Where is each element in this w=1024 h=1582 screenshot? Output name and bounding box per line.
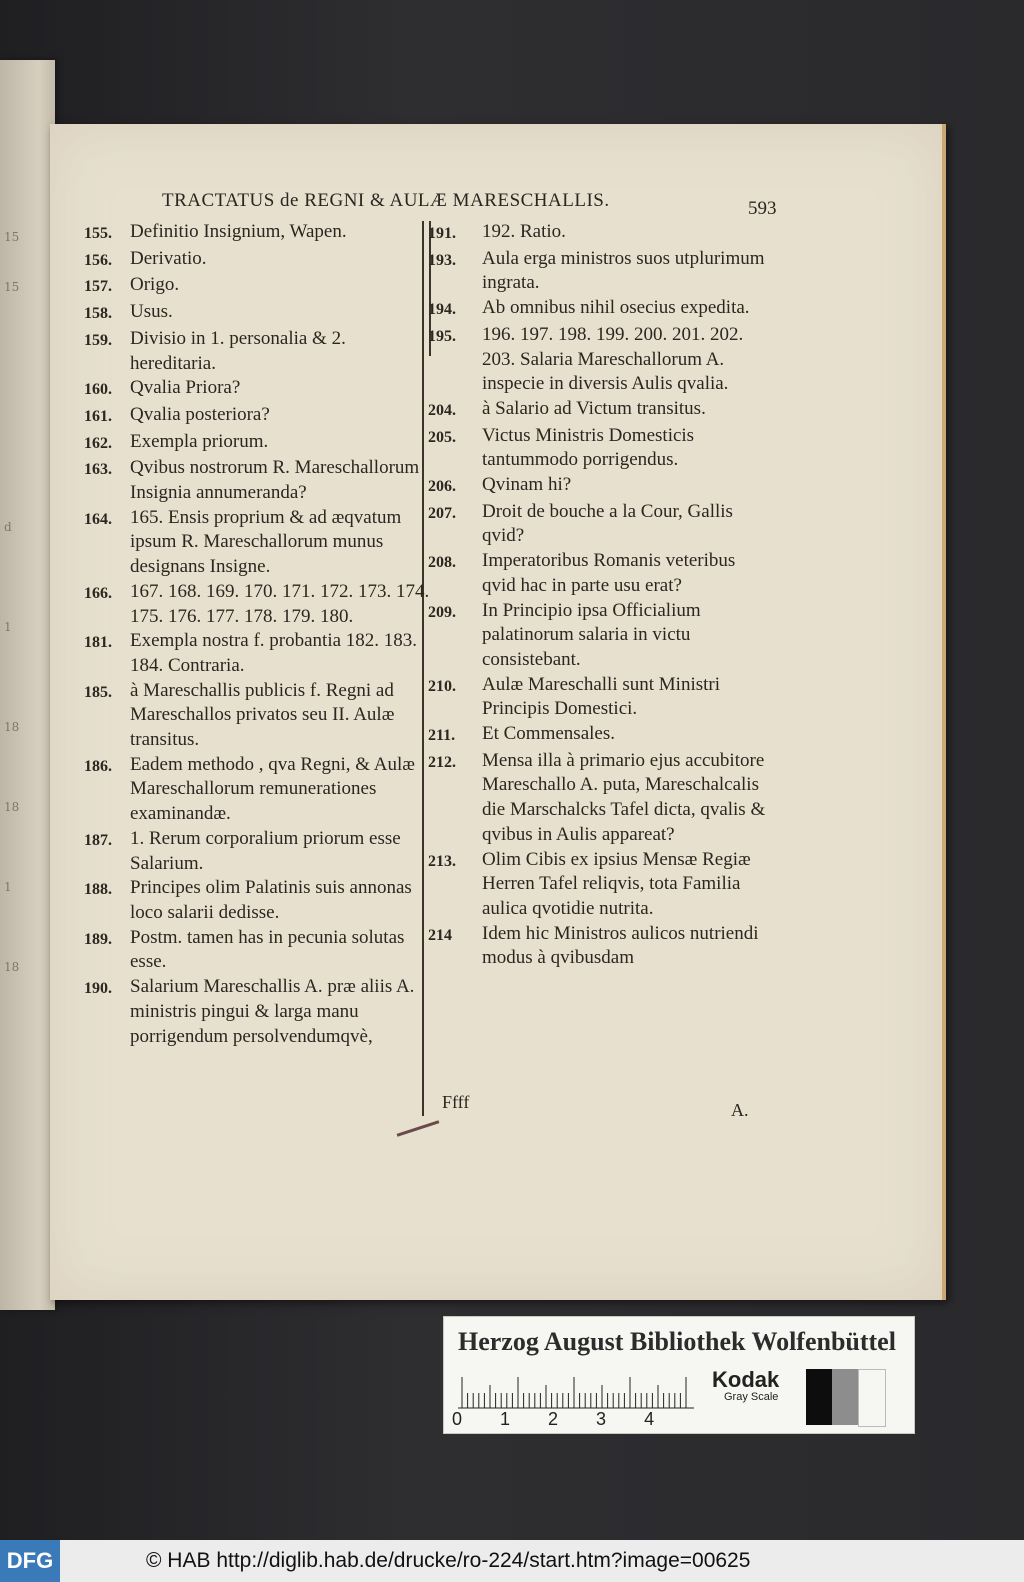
- entry-text: Salarium Mareschallis A. præ aliis A. ministris pingui & larga manu porrigendum persolvendumqvè,: [130, 976, 415, 1047]
- index-entry: [84, 926, 434, 975]
- entry-number: 187.: [84, 831, 112, 849]
- entry-text: Qvinam hi?: [482, 474, 572, 496]
- page-number: 593: [748, 198, 777, 219]
- entry-text: Eadem methodo , qva Regni, & Aulæ Mareschallorum remunerationes examinandæ.: [130, 753, 415, 825]
- entry-text: Principes olim Palatinis suis annonas loco salarii dedisse.: [130, 877, 412, 923]
- entry-number: 189.: [84, 930, 112, 948]
- running-header: TRACTATUS de REGNI & AULÆ MARESCHALLIS.: [162, 190, 610, 211]
- entry-number: 186.: [84, 757, 112, 775]
- entry-number: 213.: [428, 852, 456, 870]
- entry-number: 158.: [84, 305, 112, 323]
- entry-text: 192. Ratio.: [482, 221, 566, 242]
- entry-number: 205.: [428, 428, 456, 446]
- copyright-link[interactable]: © HAB http://diglib.hab.de/drucke/ro-224/start.htm?image=00625: [146, 1549, 751, 1572]
- book-page: [50, 124, 946, 1300]
- entry-number: 188.: [84, 881, 112, 899]
- index-entry: [428, 922, 773, 971]
- entry-text: 167. 168. 169. 170. 171. 172. 173. 174. 175. 176. 177. 178. 179. 180.: [130, 580, 430, 627]
- entry-number: 212.: [428, 753, 456, 771]
- catchword: A.: [731, 1100, 749, 1120]
- scale-digit: 0: [452, 1409, 463, 1429]
- index-entry: [428, 220, 773, 247]
- entry-text: Divisio in 1. personalia & 2. hereditaria.: [130, 327, 346, 374]
- index-entry: [428, 473, 773, 500]
- entry-number: 159.: [84, 331, 112, 349]
- entry-number: 194.: [428, 301, 456, 319]
- signature-mark: Ffff: [442, 1092, 470, 1112]
- index-entry: [428, 673, 773, 722]
- ruler-scale: [458, 1375, 694, 1409]
- index-entry: [428, 296, 773, 323]
- index-entry: [428, 424, 773, 473]
- gray-scale-label: Gray Scale: [724, 1391, 779, 1403]
- dfg-logo: DFG: [0, 1540, 60, 1582]
- entry-number: 181.: [84, 634, 112, 652]
- scale-digit: 4: [644, 1409, 655, 1429]
- entry-number: 207.: [428, 504, 456, 522]
- entry-text: Aulæ Mareschalli sunt Ministri Principis Domestici.: [482, 673, 721, 720]
- entry-text: Derivatio.: [130, 247, 207, 269]
- index-entry: [84, 629, 434, 678]
- entry-text: Ab omnibus nihil osecius expedita.: [482, 297, 750, 319]
- entry-number: 190.: [84, 980, 112, 998]
- entry-text: Imperatoribus Romanis veteribus qvid hac in parte usu erat?: [482, 550, 736, 596]
- library-label: [443, 1316, 915, 1434]
- gray-patches: [806, 1369, 886, 1427]
- index-entry: [428, 500, 773, 549]
- index-entry: [84, 376, 434, 403]
- index-entry: [84, 876, 434, 925]
- entry-number: 195.: [428, 327, 456, 345]
- index-entry: [84, 506, 434, 580]
- entry-text: 196. 197. 198. 199. 200. 201. 202. 203. Salaria Mareschallorum A. inspecie in diversis Aulis qvalia.: [482, 323, 744, 395]
- scale-digit: 3: [596, 1409, 607, 1429]
- index-entry: [84, 975, 434, 1049]
- library-name: Herzog August Bibliothek Wolfenbüttel: [458, 1327, 896, 1356]
- index-entry: [84, 273, 434, 300]
- index-entry: [84, 247, 434, 274]
- entry-text: Qvalia Priora?: [130, 377, 241, 399]
- entry-number: 164.: [84, 510, 112, 528]
- left-column: [84, 220, 434, 1049]
- index-entry: [428, 749, 773, 848]
- entry-number: 161.: [84, 407, 112, 425]
- entry-number: 156.: [84, 251, 112, 269]
- entry-number: 155.: [84, 225, 112, 242]
- entry-text: Idem hic Ministros aulicos nutriendi modus à qvibusdam: [482, 922, 759, 969]
- scale-digits: [452, 1409, 702, 1430]
- entry-text: Usus.: [130, 301, 173, 323]
- index-entry: [428, 549, 773, 598]
- entry-text: Aula erga ministros suos utplurimum ingrata.: [482, 247, 765, 294]
- entry-text: à Mareschallis publicis f. Regni ad Mareschallos privatos seu II. Aulæ transitus.: [130, 679, 395, 751]
- entry-text: Olim Cibis ex ipsius Mensæ Regiæ Herren Tafel reliqvis, tota Familia aulica qvotidie nutrita.: [482, 848, 751, 919]
- index-entry: [84, 430, 434, 457]
- index-entry: [84, 580, 434, 629]
- entry-number: 162.: [84, 434, 112, 452]
- index-entry: [428, 247, 773, 296]
- entry-text: à Salario ad Victum transitus.: [482, 397, 706, 419]
- entry-text: Origo.: [130, 274, 180, 296]
- entry-text: Exempla priorum.: [130, 430, 269, 452]
- entry-text: Victus Ministris Domesticis tantummodo porrigendus.: [482, 424, 695, 471]
- entry-number: 209.: [428, 603, 456, 621]
- entry-number: 166.: [84, 584, 112, 602]
- facing-page-edge: 15 15 d 1 18 18 1 18: [0, 60, 55, 1310]
- entry-number: 160.: [84, 381, 112, 399]
- index-entry: [428, 848, 773, 922]
- entry-number: 193.: [428, 251, 456, 269]
- kodak-brand: Kodak: [712, 1367, 780, 1392]
- right-column: [428, 220, 773, 971]
- scale-digit: 1: [500, 1409, 511, 1429]
- entry-number: 206.: [428, 478, 456, 496]
- index-entry: [84, 403, 434, 430]
- index-entry: [84, 327, 434, 376]
- index-entry: [84, 753, 434, 827]
- entry-number: 185.: [84, 683, 112, 701]
- entry-text: Et Commensales.: [482, 723, 615, 745]
- entry-text: Qvibus nostrorum R. Mareschallorum Insignia annumeranda?: [130, 457, 420, 504]
- entry-text: Droit de bouche a la Cour, Gallis qvid?: [482, 500, 733, 547]
- entry-number: 163.: [84, 461, 112, 479]
- index-entry: [428, 599, 773, 673]
- entry-number: 208.: [428, 554, 456, 572]
- index-entry: [84, 456, 434, 505]
- ink-mark: [397, 1120, 440, 1136]
- entry-text: Qvalia posteriora?: [130, 403, 270, 425]
- index-entry: [84, 679, 434, 753]
- entry-text: Postm. tamen has in pecunia solutas esse.: [130, 926, 405, 973]
- entry-text: Exempla nostra f. probantia 182. 183. 184. Contraria.: [130, 630, 418, 676]
- entry-number: 191.: [428, 225, 456, 242]
- entry-text: Definitio Insignium, Wapen.: [130, 221, 347, 242]
- index-entry: [428, 323, 773, 397]
- index-entry: [428, 397, 773, 424]
- entry-text: 1. Rerum corporalium priorum esse Salarium.: [130, 827, 401, 874]
- index-entry: [84, 827, 434, 876]
- entry-text: In Principio ipsa Officialium palatinorum salaria in victu consistebant.: [482, 599, 701, 670]
- entry-number: 204.: [428, 401, 456, 419]
- entry-text: Mensa illa à primario ejus accubitore Mareschallo A. puta, Mareschalcalis die Marschalcks Tafel dicta, qvalis & qvibus in Aulis appareat?: [482, 749, 766, 845]
- entry-text: 165. Ensis proprium & ad æqvatum ipsum R. Mareschallorum munus designans Insigne.: [130, 506, 402, 578]
- entry-number: 214: [428, 926, 452, 944]
- entry-number: 210.: [428, 677, 456, 695]
- index-entry: [428, 722, 773, 749]
- entry-number: 157.: [84, 278, 112, 296]
- index-entry: [84, 220, 434, 247]
- scale-digit: 2: [548, 1409, 559, 1429]
- index-entry: [84, 300, 434, 327]
- entry-number: 211.: [428, 727, 456, 745]
